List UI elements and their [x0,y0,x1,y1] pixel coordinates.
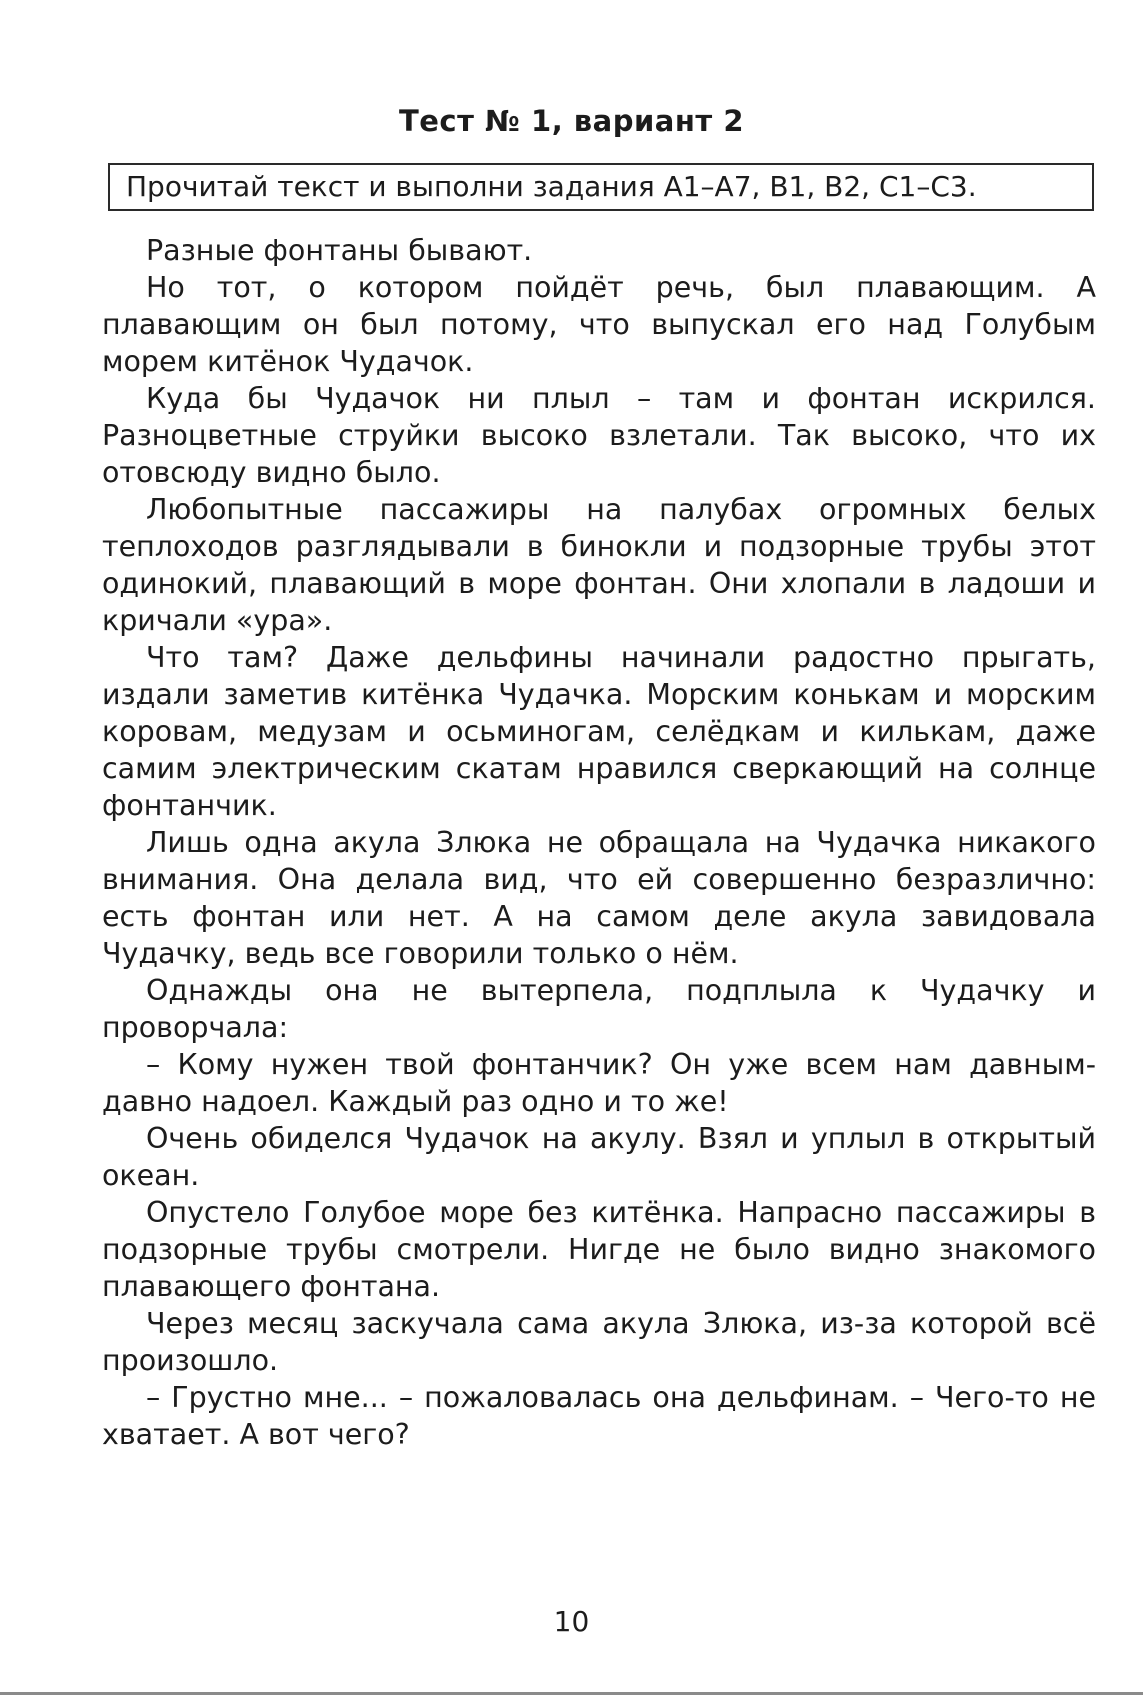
paragraph: Любопытные пассажиры на палубах огромных белых теплоходов разглядывали в бинокли и подзорные трубы этот одинокий, плавающий в море фонтан. Они хлопали в ладоши и кричали «ура». [102,493,1096,637]
paragraph: – Кому нужен твой фонтанчик? Он уже всем нам давным-давно надоел. Каждый раз одно и то же! [102,1048,1096,1118]
page-edge-divider [0,1692,1143,1695]
paragraph: Опустело Голубое море без китёнка. Напрасно пассажиры в подзорные трубы смотрели. Нигде не было видно знакомого плавающего фонтана. [102,1196,1096,1303]
paragraph: Очень обиделся Чудачок на акулу. Взял и уплыл в открытый океан. [102,1122,1096,1192]
instruction-box: Прочитай текст и выполни задания А1–А7, В1, В2, С1–С3. [108,163,1094,211]
paragraph: Куда бы Чудачок ни плыл – там и фонтан искрился. Разноцветные струйки высоко взлетали. Так высоко, что их отовсюду видно было. [102,382,1096,489]
paragraph: Но тот, о котором пойдёт речь, был плавающим. А плавающим он был потому, что выпускал его над Голубым морем китёнок Чудачок. [102,271,1096,378]
paragraph: Лишь одна акула Злюка не обращала на Чудачка никакого внимания. Она делала вид, что ей совершенно безразлично: есть фонтан или нет. А на самом деле акула завидовала Чудачку, ведь все говорили только о нём. [102,826,1096,970]
paragraph: Что там? Даже дельфины начинали радостно прыгать, издали заметив китёнка Чудачка. Морским конькам и морским коровам, медузам и осьминогам, селёдкам и килькам, даже самим электрическим скатам нравился сверкающий на солнце фонтанчик. [102,641,1096,822]
page-title: Тест № 1, вариант 2 [398,104,744,138]
paragraph: Однажды она не вытерпела, подплыла к Чудачку и проворчала: [102,974,1096,1044]
paragraph: Разные фонтаны бывают. [146,234,533,267]
paragraph: Через месяц заскучала сама акула Злюка, из-за которой всё произошло. [102,1307,1096,1377]
paragraph: – Грустно мне... – пожаловалась она дельфинам. – Чего-то не хватает. А вот чего? [102,1381,1096,1451]
story-text [102,232,1096,1453]
page-number: 10 [553,1605,590,1638]
